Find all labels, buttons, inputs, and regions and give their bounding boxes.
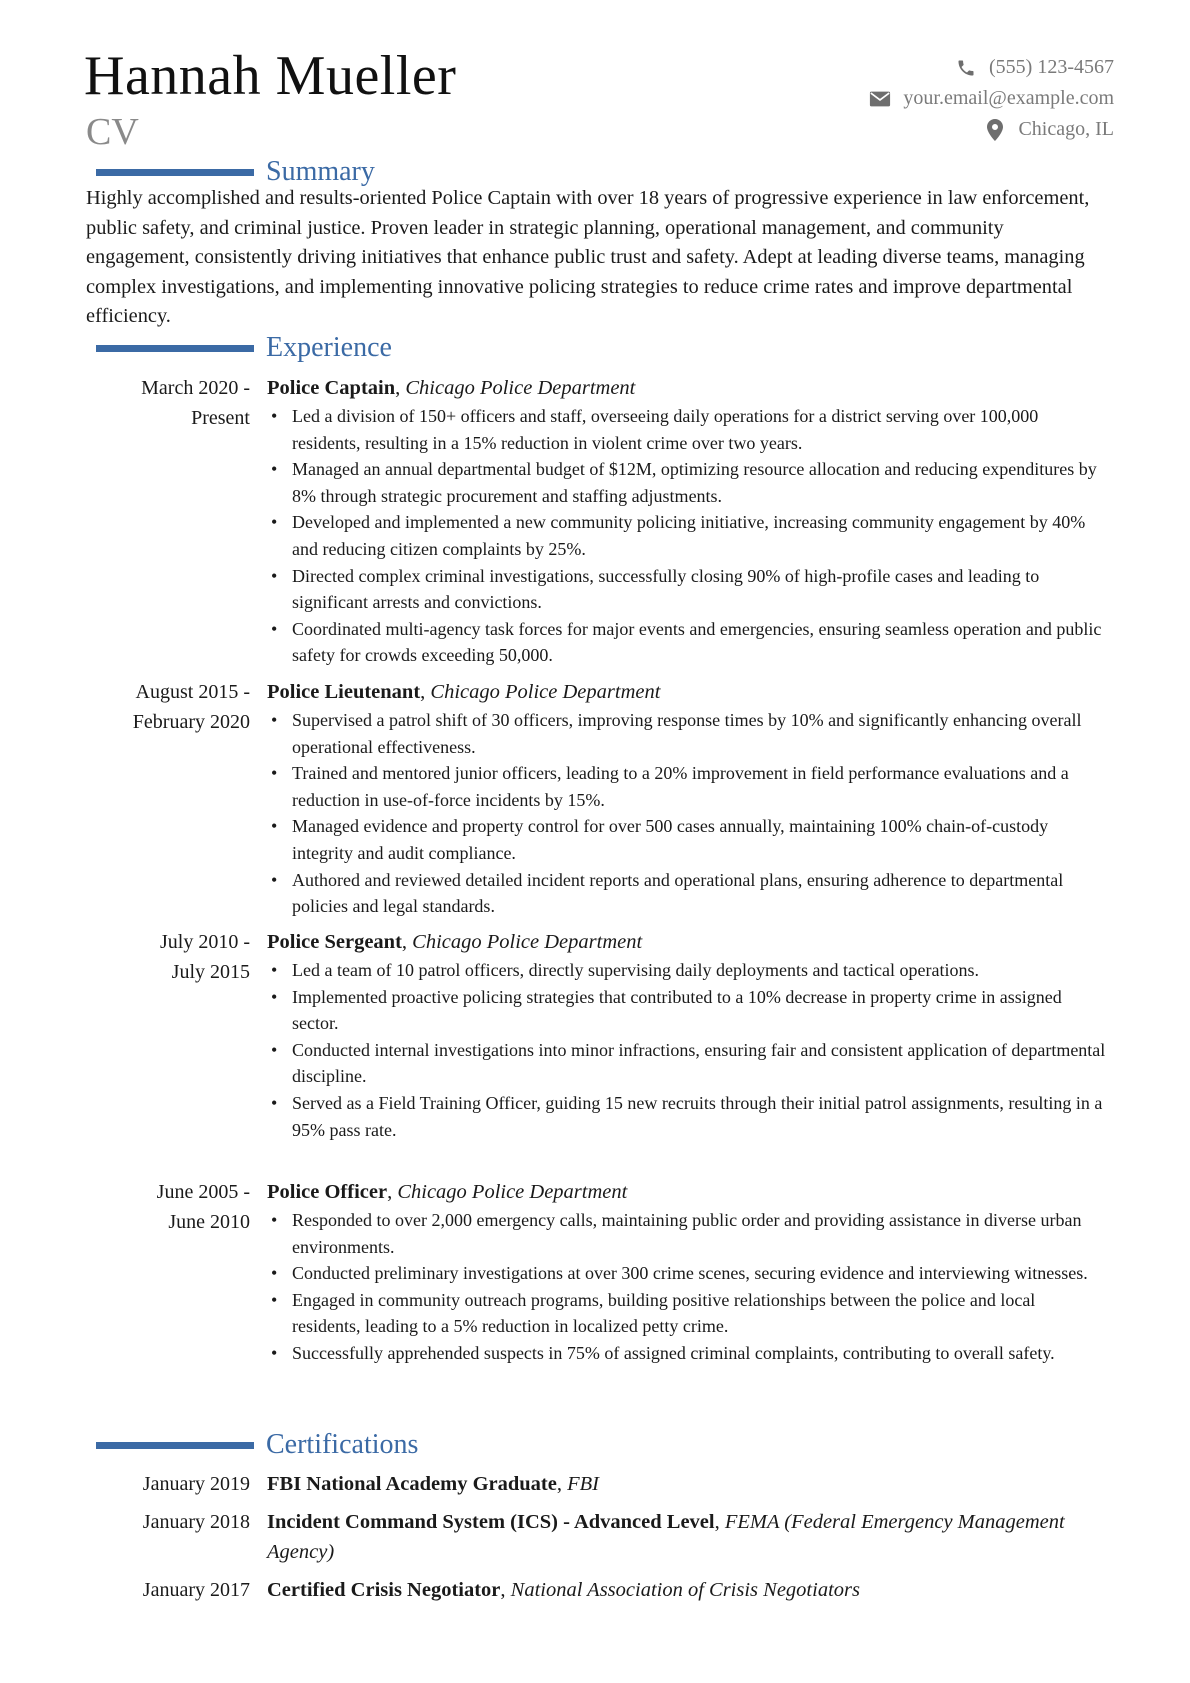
cert-title: Incident Command System (ICS) - Advanced Level [267,1511,715,1533]
job-bullets [267,957,1107,1143]
cert-line: Incident Command System (ICS) - Advanced Level, FEMA (Federal Emergency Management Agency) [267,1511,1065,1563]
job-org: Chicago Police Department [412,931,643,953]
bullet-item: • Responded to over 2,000 emergency calls, maintaining public order and providing assistance in diverse urban environments. [267,1207,1107,1260]
job-role: Police Captain [267,377,396,399]
bullet-item: • Led a division of 150+ officers and staff, overseeing daily operations for a district serving over 100,000 residents, resulting in a 15% reduction in violent crime over two years. [267,403,1107,456]
section-bar [96,169,254,176]
section-title: Experience [266,332,392,363]
date-end: Present [191,407,250,429]
bullet-item: • Directed complex criminal investigations, successfully closing 90% of high-profile cases and leading to significant arrests and convictions. [267,563,1107,616]
email-text[interactable]: your.email@example.com [903,87,1114,109]
job-content [267,927,1107,1143]
bullet-item: • Successfully apprehended suspects in 75% of assigned criminal complaints, contributing to overall safety. [267,1340,1107,1367]
job-role: Police Lieutenant [267,681,421,703]
cert-line: Certified Crisis Negotiator, National Association of Crisis Negotiators [267,1579,860,1601]
bullet-item: • Supervised a patrol shift of 30 officers, improving response times by 10% and significantly enhancing overall operational effectiveness. [267,707,1107,760]
bullet-item: • Managed an annual departmental budget of $12M, optimizing resource allocation and reducing expenditures by 8% through strategic procurement and staffing adjustments. [267,456,1107,509]
date-end: February 2020 [132,711,250,733]
bullet-item: • Developed and implemented a new community policing initiative, increasing community engagement by 40% and reducing citizen complaints by 25%. [267,509,1107,562]
cert-date: January 2018 [142,1511,250,1533]
cert-org: FBI [567,1473,599,1495]
job-bullets [267,707,1107,920]
bullet-item: • Conducted internal investigations into minor infractions, ensuring fair and consistent application of departmental discipline. [267,1037,1107,1090]
cert-line: FBI National Academy Graduate, FBI [267,1473,599,1495]
job-content [267,677,1107,920]
cert-org: FEMA (Federal Emergency Management Agency) [267,1511,1065,1563]
job-content [267,1177,1107,1367]
bullet-item: • Conducted preliminary investigations at over 300 crime scenes, securing evidence and interviewing witnesses. [267,1260,1107,1287]
cert-content [267,1575,1107,1605]
certifications-heading [96,1427,418,1463]
date-start: June 2005 - [156,1181,250,1203]
map-marker-icon [984,119,1006,141]
experience-heading [96,330,392,366]
job-org: Chicago Police Department [397,1181,628,1203]
cert-content [267,1469,1107,1499]
phone-icon [955,57,977,79]
job-title-line: Police Sergeant, Chicago Police Department [267,931,643,953]
contact-email [869,83,1114,114]
contact-phone [869,52,1114,83]
job-title-line: Police Captain, Chicago Police Department [267,377,636,399]
job-dates [86,927,250,987]
cert-date: January 2017 [142,1579,250,1601]
bullet-item: • Implemented proactive policing strategies that contributed to a 10% decrease in property crime in assigned sector. [267,984,1107,1037]
bullet-item: • Coordinated multi-agency task forces for major events and emergencies, ensuring seamless operation and public safety for crowds exceeding 50,000. [267,616,1107,669]
cert-title: Certified Crisis Negotiator [267,1579,501,1601]
phone-text[interactable]: (555) 123-4567 [989,56,1114,78]
bullet-item: • Trained and mentored junior officers, leading to a 20% improvement in field performance evaluations and a reduction in use-of-force incidents by 15%. [267,760,1107,813]
job-bullets [267,403,1107,669]
bullet-item: • Managed evidence and property control for over 500 cases annually, maintaining 100% chain-of-custody integrity and audit compliance. [267,813,1107,866]
contact-location [869,114,1114,145]
contact-block [869,52,1114,145]
section-bar [96,1442,254,1449]
document-subtitle: CV [86,111,139,153]
section-title: Certifications [266,1429,419,1460]
location-text: Chicago, IL [1018,118,1114,140]
date-end: July 2015 [171,961,250,983]
job-org: Chicago Police Department [405,377,636,399]
date-start: August 2015 - [135,681,250,703]
envelope-icon [869,88,891,110]
job-dates [86,677,250,737]
section-title: Summary [266,156,375,187]
cert-content [267,1507,1107,1567]
job-dates [86,373,250,433]
cert-title: FBI National Academy Graduate [267,1473,557,1495]
job-org: Chicago Police Department [430,681,661,703]
job-title-line: Police Lieutenant, Chicago Police Department [267,681,661,703]
candidate-name: Hannah Mueller [84,45,457,107]
job-role: Police Officer [267,1181,388,1203]
job-role: Police Sergeant [267,931,402,953]
bullet-item: • Engaged in community outreach programs, building positive relationships between the police and local residents, leading to a 5% reduction in localized petty crime. [267,1287,1107,1340]
bullet-item: • Served as a Field Training Officer, guiding 15 new recruits through their initial patrol assignments, resulting in a 95% pass rate. [267,1090,1107,1143]
date-start: July 2010 - [160,931,250,953]
bullet-item: • Authored and reviewed detailed incident reports and operational plans, ensuring adherence to departmental policies and legal standards. [267,867,1107,920]
job-dates [86,1177,250,1237]
cert-date: January 2019 [142,1473,250,1495]
date-end: June 2010 [168,1211,250,1233]
job-bullets [267,1207,1107,1367]
summary-text: Highly accomplished and results-oriented Police Captain with over 18 years of progressive experience in law enforcement, public safety, and criminal justice. Proven leader in strategic planning, operational management, and community engagement, consistently driving initiatives that enhance public trust and safety. Adept at leading diverse teams, managing complex investigations, and implementing innovative policing strategies to reduce crime rates and improve departmental efficiency. [86,187,1090,327]
cert-org: National Association of Crisis Negotiators [510,1579,860,1601]
bullet-item: • Led a team of 10 patrol officers, directly supervising daily deployments and tactical operations. [267,957,1107,984]
date-start: March 2020 - [141,377,250,399]
section-bar [96,345,254,352]
job-content [267,373,1107,669]
job-title-line: Police Officer, Chicago Police Department [267,1181,628,1203]
